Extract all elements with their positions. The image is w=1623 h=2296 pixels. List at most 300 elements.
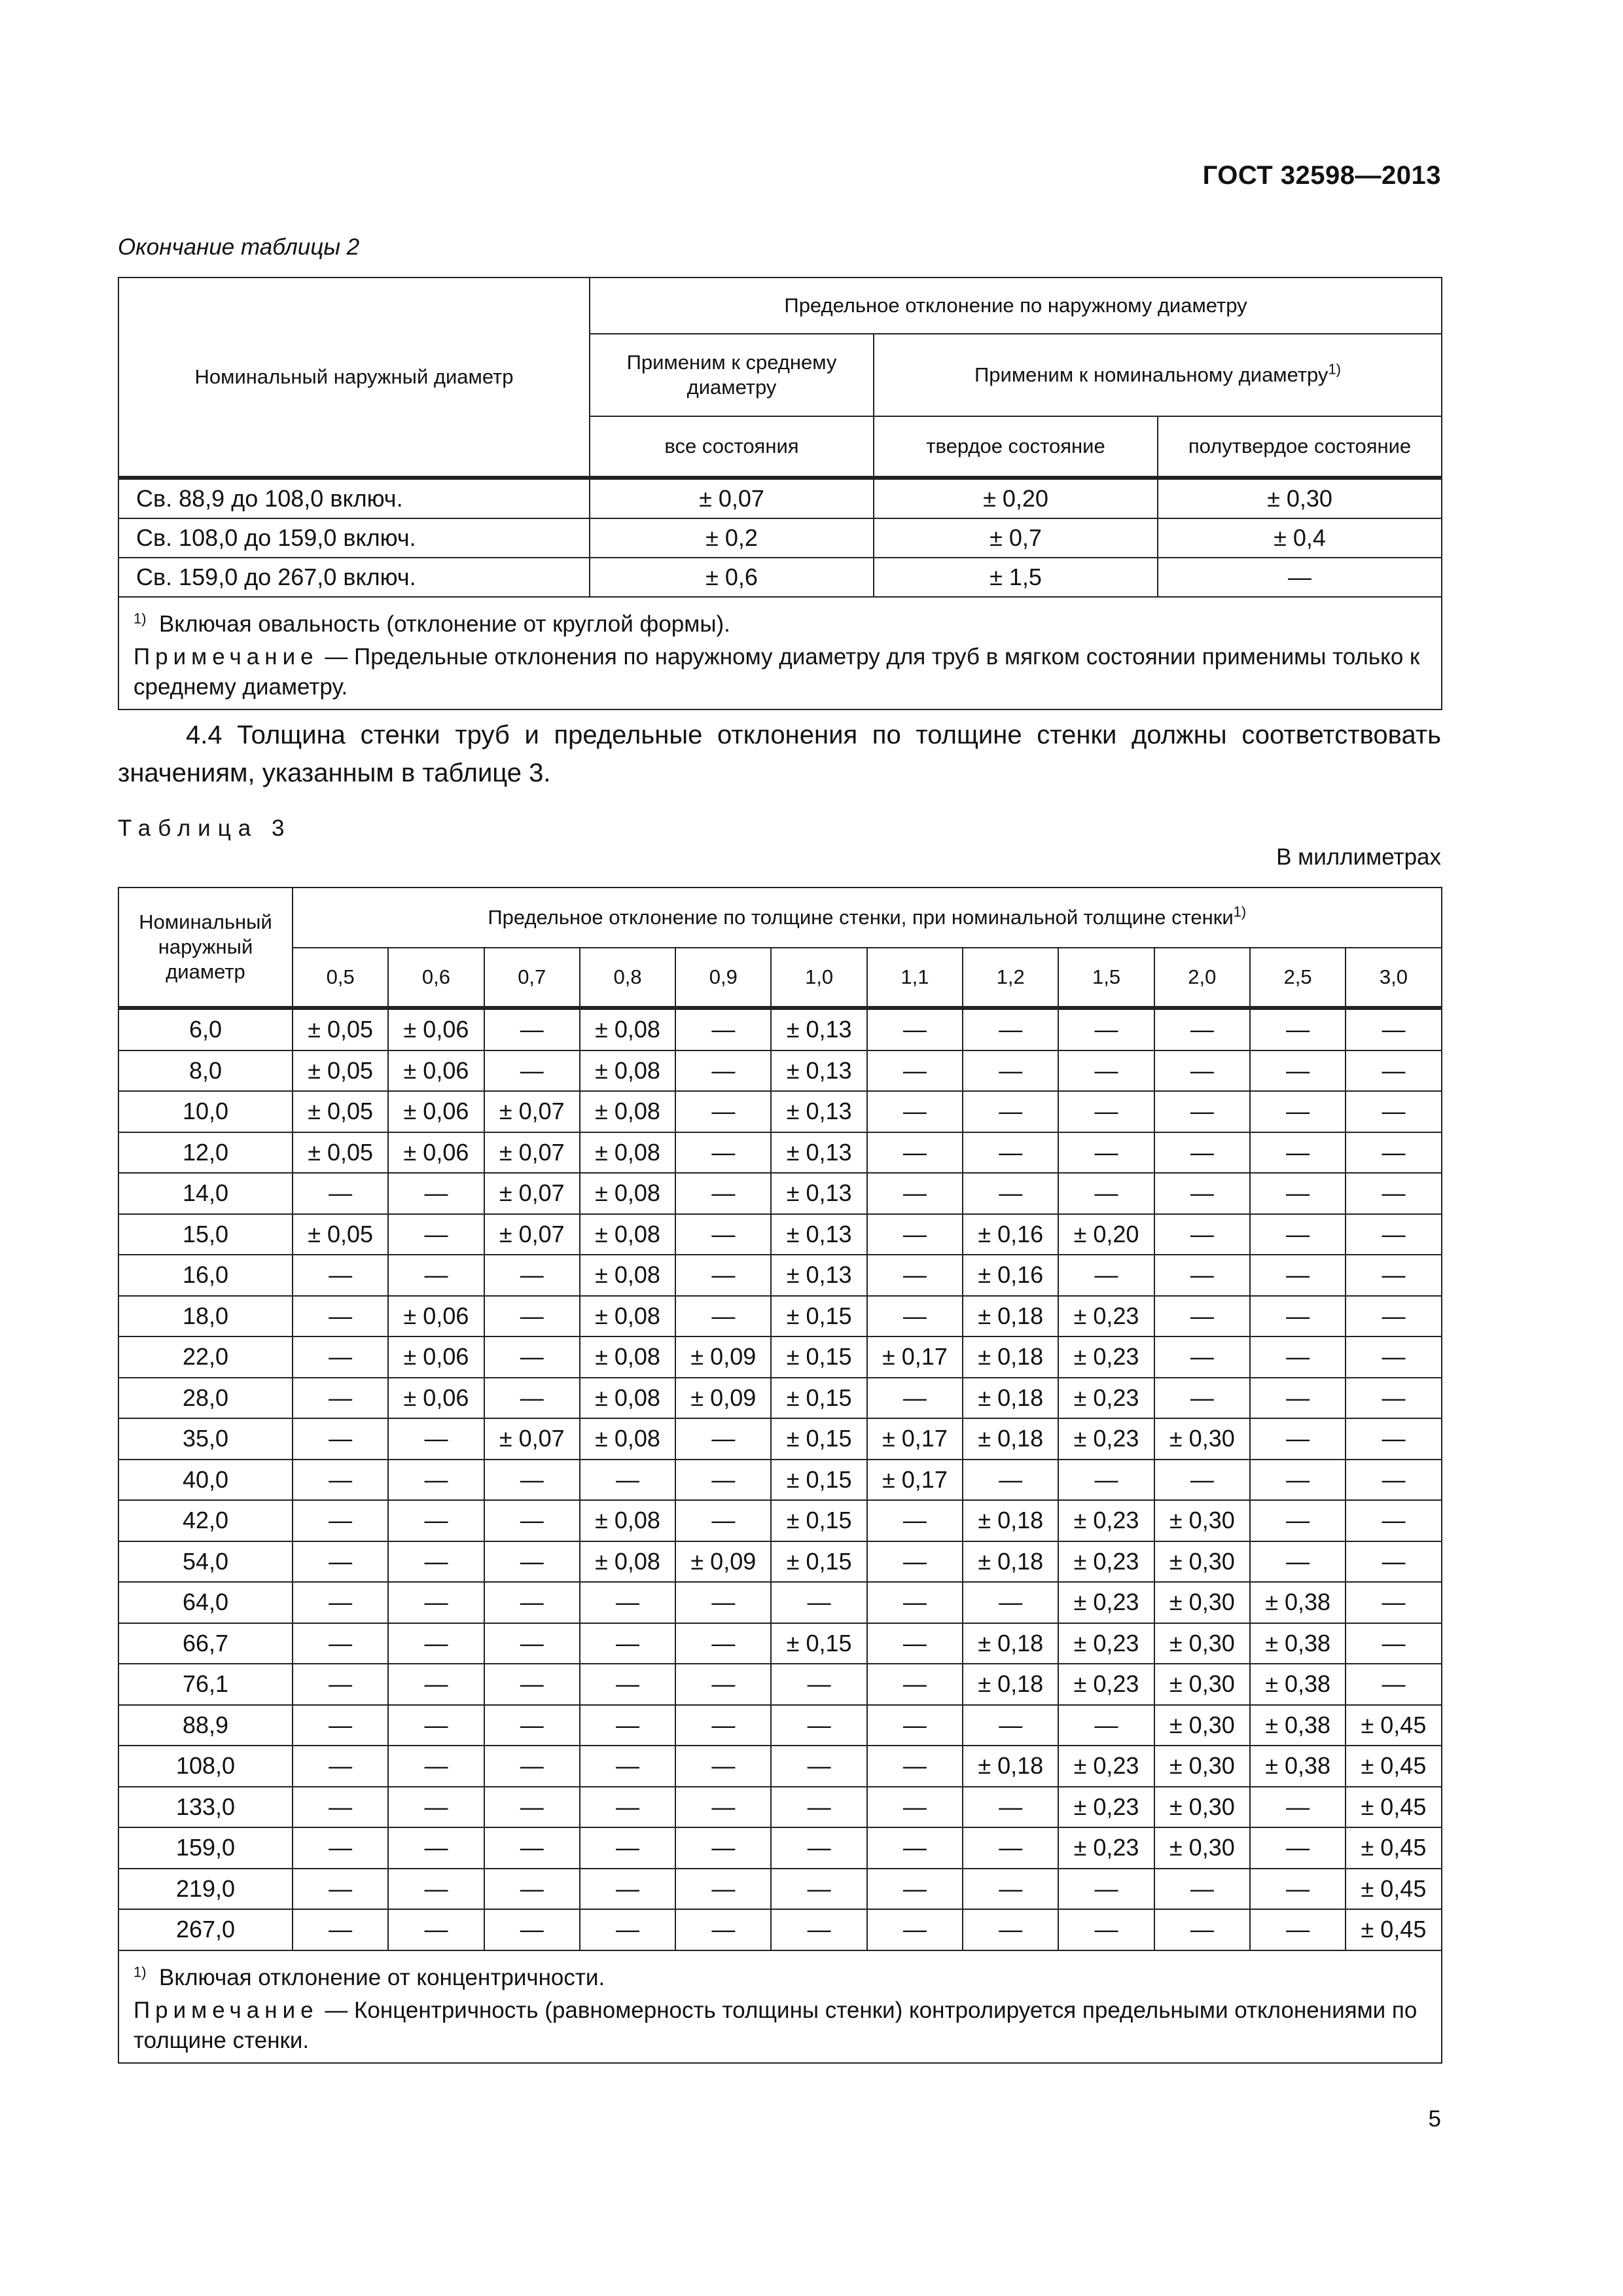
tolerance-cell: ± 0,07 — [590, 478, 874, 518]
tolerance-cell: — — [675, 1500, 771, 1541]
tolerance-cell: ± 0,30 — [1154, 1500, 1250, 1541]
tolerance-cell: ± 0,07 — [484, 1214, 580, 1255]
tolerance-cell: — — [675, 1173, 771, 1214]
tolerance-cell: — — [675, 1705, 771, 1746]
diameter-cell: 35,0 — [118, 1418, 293, 1460]
table3-row — [118, 1460, 1442, 1501]
tolerance-cell: — — [1346, 1132, 1441, 1174]
tolerance-cell: — — [1250, 1500, 1346, 1541]
diameter-cell: 108,0 — [118, 1746, 293, 1787]
table3-row — [118, 1623, 1442, 1664]
tolerance-cell: — — [388, 1541, 484, 1583]
tolerance-cell: — — [1058, 1008, 1154, 1050]
tolerance-cell: ± 0,23 — [1058, 1827, 1154, 1869]
tolerance-cell: — — [1346, 1418, 1441, 1460]
tolerance-cell: — — [675, 1008, 771, 1050]
tolerance-cell: — — [484, 1541, 580, 1583]
tolerance-cell: ± 0,08 — [580, 1091, 675, 1132]
tolerance-cell: — — [484, 1827, 580, 1869]
tolerance-cell: — — [1058, 1869, 1154, 1910]
tolerance-cell: — — [675, 1091, 771, 1132]
tolerance-cell: ± 0,23 — [1058, 1296, 1154, 1337]
tolerance-cell: ± 0,08 — [580, 1296, 675, 1337]
tolerance-cell: — — [1158, 558, 1442, 597]
tolerance-cell: — — [1058, 1255, 1154, 1296]
tolerance-cell: — — [388, 1214, 484, 1255]
tolerance-cell: — — [675, 1050, 771, 1092]
tolerance-cell: — — [1346, 1173, 1441, 1214]
tolerance-cell: ± 0,06 — [388, 1378, 484, 1419]
tolerance-cell: — — [293, 1460, 388, 1501]
tolerance-cell: — — [388, 1418, 484, 1460]
tolerance-cell: ± 0,4 — [1158, 518, 1442, 558]
footnote-ref: 1) — [1233, 903, 1247, 920]
tolerance-cell: ± 0,30 — [1154, 1664, 1250, 1705]
tolerance-cell: — — [963, 1787, 1058, 1828]
tolerance-cell: — — [867, 1214, 963, 1255]
tolerance-cell: — — [1346, 1500, 1441, 1541]
tolerance-cell: ± 0,45 — [1346, 1909, 1441, 1950]
table3-row — [118, 1705, 1442, 1746]
tolerance-cell: ± 0,06 — [388, 1050, 484, 1092]
tolerance-cell: — — [1346, 1008, 1441, 1050]
tolerance-cell: — — [1250, 1336, 1346, 1378]
table3-row — [118, 1500, 1442, 1541]
table3-units: В миллиметрах — [1276, 844, 1441, 870]
thickness-header-cell: 0,9 — [675, 948, 771, 1008]
tolerance-cell: — — [484, 1378, 580, 1419]
tolerance-cell: — — [867, 1705, 963, 1746]
tolerance-cell: — — [388, 1500, 484, 1541]
diameter-cell: 15,0 — [118, 1214, 293, 1255]
diameter-cell: 159,0 — [118, 1827, 293, 1869]
table3-row — [118, 1255, 1442, 1296]
thickness-header-cell: 0,7 — [484, 948, 580, 1008]
diameter-range-cell: Св. 108,0 до 159,0 включ. — [118, 518, 590, 558]
diameter-cell: 10,0 — [118, 1091, 293, 1132]
tolerance-cell: — — [1250, 1418, 1346, 1460]
tolerance-cell: — — [867, 1050, 963, 1092]
tolerance-cell: ± 0,08 — [580, 1214, 675, 1255]
table3-row — [118, 1582, 1442, 1623]
tolerance-cell: ± 0,06 — [388, 1091, 484, 1132]
tolerance-cell: — — [293, 1336, 388, 1378]
tolerance-cell: — — [484, 1705, 580, 1746]
table-2 — [118, 277, 1442, 710]
tolerance-cell: ± 0,30 — [1154, 1787, 1250, 1828]
tolerance-cell: — — [388, 1255, 484, 1296]
tolerance-cell: ± 0,08 — [580, 1255, 675, 1296]
table3-row — [118, 1214, 1442, 1255]
tolerance-cell: — — [963, 1008, 1058, 1050]
diameter-cell: 76,1 — [118, 1664, 293, 1705]
table3-row — [118, 1787, 1442, 1828]
diameter-cell: 219,0 — [118, 1869, 293, 1910]
table2-header-all-states: все состояния — [590, 416, 874, 478]
tolerance-cell: — — [867, 1664, 963, 1705]
tolerance-cell: ± 0,45 — [1346, 1787, 1441, 1828]
tolerance-cell: — — [963, 1909, 1058, 1950]
tolerance-cell: — — [388, 1909, 484, 1950]
tolerance-cell: — — [675, 1746, 771, 1787]
tolerance-cell: — — [867, 1787, 963, 1828]
tolerance-cell: ± 0,17 — [867, 1336, 963, 1378]
tolerance-cell: — — [867, 1378, 963, 1419]
tolerance-cell: ± 0,13 — [771, 1173, 866, 1214]
tolerance-cell: — — [675, 1827, 771, 1869]
tolerance-cell: ± 0,17 — [867, 1460, 963, 1501]
tolerance-cell: ± 0,2 — [590, 518, 874, 558]
tolerance-cell: ± 0,38 — [1250, 1623, 1346, 1664]
thickness-header-cell: 3,0 — [1346, 948, 1441, 1008]
tolerance-cell: — — [867, 1746, 963, 1787]
tolerance-cell: ± 0,08 — [580, 1173, 675, 1214]
tolerance-cell: ± 0,09 — [675, 1336, 771, 1378]
tolerance-cell: — — [771, 1746, 866, 1787]
tolerance-cell: ± 0,38 — [1250, 1582, 1346, 1623]
tolerance-cell: ± 0,18 — [963, 1500, 1058, 1541]
tolerance-cell: — — [675, 1460, 771, 1501]
tolerance-cell: — — [580, 1909, 675, 1950]
table2-header-halfhard-state: полутвердое состояние — [1158, 416, 1442, 478]
tolerance-cell: — — [388, 1623, 484, 1664]
tolerance-cell: ± 0,09 — [675, 1378, 771, 1419]
tolerance-cell: ± 0,07 — [484, 1173, 580, 1214]
tolerance-cell: ± 0,18 — [963, 1541, 1058, 1583]
tolerance-cell: — — [484, 1050, 580, 1092]
tolerance-cell: — — [1250, 1091, 1346, 1132]
tolerance-cell: ± 0,08 — [580, 1418, 675, 1460]
tolerance-cell: ± 0,08 — [580, 1050, 675, 1092]
tolerance-cell: — — [1154, 1132, 1250, 1174]
tolerance-cell: — — [771, 1909, 866, 1950]
tolerance-cell: ± 0,30 — [1154, 1418, 1250, 1460]
tolerance-cell: — — [867, 1541, 963, 1583]
tolerance-cell: ± 0,06 — [388, 1336, 484, 1378]
diameter-cell: 12,0 — [118, 1132, 293, 1174]
table2-note: Примечание — Предельные отклонения по наружному диаметру для труб в мягком состоянии применимы только к среднему диаметру. — [134, 644, 1420, 700]
diameter-cell: 6,0 — [118, 1008, 293, 1050]
tolerance-cell: — — [1250, 1050, 1346, 1092]
table2-header-nominal: Применим к номинальному диаметру$^{1)}$ — [874, 334, 1442, 416]
tolerance-cell: ± 0,07 — [484, 1418, 580, 1460]
tolerance-cell: — — [484, 1909, 580, 1950]
tolerance-cell: — — [484, 1500, 580, 1541]
tolerance-cell: — — [484, 1460, 580, 1501]
table3-row — [118, 1869, 1442, 1910]
tolerance-cell: ± 1,5 — [874, 558, 1158, 597]
tolerance-cell: — — [293, 1296, 388, 1337]
diameter-cell: 267,0 — [118, 1909, 293, 1950]
table3-header-diameter: Номинальный наружный диаметр — [118, 888, 293, 1008]
tolerance-cell: — — [1154, 1296, 1250, 1337]
tolerance-cell: ± 0,7 — [874, 518, 1158, 558]
tolerance-cell: — — [963, 1050, 1058, 1092]
tolerance-cell: ± 0,45 — [1346, 1827, 1441, 1869]
diameter-cell: 133,0 — [118, 1787, 293, 1828]
tolerance-cell: — — [867, 1827, 963, 1869]
diameter-cell: 16,0 — [118, 1255, 293, 1296]
tolerance-cell: ± 0,23 — [1058, 1787, 1154, 1828]
tolerance-cell: — — [963, 1091, 1058, 1132]
tolerance-cell: — — [1250, 1460, 1346, 1501]
tolerance-cell: ± 0,45 — [1346, 1705, 1441, 1746]
tolerance-cell: — — [293, 1500, 388, 1541]
tolerance-cell: — — [1346, 1664, 1441, 1705]
tolerance-cell: — — [867, 1500, 963, 1541]
table3-row — [118, 1664, 1442, 1705]
tolerance-cell: — — [293, 1541, 388, 1583]
tolerance-cell: ± 0,15 — [771, 1378, 866, 1419]
tolerance-cell: — — [388, 1869, 484, 1910]
tolerance-cell: ± 0,13 — [771, 1132, 866, 1174]
tolerance-cell: ± 0,38 — [1250, 1664, 1346, 1705]
tolerance-cell: ± 0,30 — [1154, 1541, 1250, 1583]
tolerance-cell: ± 0,45 — [1346, 1746, 1441, 1787]
diameter-cell: 42,0 — [118, 1500, 293, 1541]
tolerance-cell: — — [388, 1582, 484, 1623]
table2-footnote: $^{1)}$ Включая овальность (отклонение от круглой формы). — [134, 610, 730, 637]
tolerance-cell: — — [484, 1008, 580, 1050]
tolerance-cell: ± 0,20 — [1058, 1214, 1154, 1255]
tolerance-cell: ± 0,38 — [1250, 1705, 1346, 1746]
tolerance-cell: ± 0,05 — [293, 1008, 388, 1050]
table3-footnote: $^{1)}$ Включая отклонение от концентричности. — [134, 1963, 605, 1990]
tolerance-cell: — — [1250, 1214, 1346, 1255]
tolerance-cell: — — [1154, 1214, 1250, 1255]
page-number: 5 — [1428, 2106, 1441, 2132]
tolerance-cell: — — [580, 1746, 675, 1787]
tolerance-cell: — — [1346, 1255, 1441, 1296]
tolerance-cell: — — [388, 1705, 484, 1746]
tolerance-cell: ± 0,23 — [1058, 1582, 1154, 1623]
tolerance-cell: ± 0,08 — [580, 1378, 675, 1419]
tolerance-cell: ± 0,05 — [293, 1091, 388, 1132]
tolerance-cell: — — [963, 1173, 1058, 1214]
tolerance-cell: — — [675, 1869, 771, 1910]
tolerance-cell: — — [484, 1296, 580, 1337]
tolerance-cell: ± 0,15 — [771, 1296, 866, 1337]
tolerance-cell: — — [675, 1214, 771, 1255]
tolerance-cell: — — [963, 1582, 1058, 1623]
table2-caption: Окончание таблицы 2 — [118, 234, 360, 260]
tolerance-cell: — — [1250, 1787, 1346, 1828]
table3-row — [118, 1050, 1442, 1092]
tolerance-cell: — — [867, 1132, 963, 1174]
tolerance-cell: — — [1250, 1378, 1346, 1419]
tolerance-cell: — — [580, 1460, 675, 1501]
tolerance-cell: — — [675, 1623, 771, 1664]
thickness-header-cell: 1,0 — [771, 948, 866, 1008]
tolerance-cell: — — [1250, 1827, 1346, 1869]
tolerance-cell: ± 0,16 — [963, 1255, 1058, 1296]
tolerance-cell: ± 0,06 — [388, 1008, 484, 1050]
tolerance-cell: ± 0,23 — [1058, 1664, 1154, 1705]
tolerance-cell: ± 0,23 — [1058, 1500, 1154, 1541]
tolerance-cell: ± 0,18 — [963, 1664, 1058, 1705]
tolerance-cell: — — [675, 1582, 771, 1623]
diameter-range-cell: Св. 159,0 до 267,0 включ. — [118, 558, 590, 597]
tolerance-cell: — — [293, 1378, 388, 1419]
tolerance-cell: — — [963, 1705, 1058, 1746]
thickness-header-cell: 2,5 — [1250, 948, 1346, 1008]
tolerance-cell: ± 0,45 — [1346, 1869, 1441, 1910]
tolerance-cell: ± 0,23 — [1058, 1746, 1154, 1787]
tolerance-cell: ± 0,30 — [1158, 478, 1442, 518]
tolerance-cell: — — [1250, 1869, 1346, 1910]
tolerance-cell: — — [1346, 1336, 1441, 1378]
tolerance-cell: ± 0,05 — [293, 1214, 388, 1255]
tolerance-cell: — — [771, 1827, 866, 1869]
tolerance-cell: ± 0,16 — [963, 1214, 1058, 1255]
tolerance-cell: ± 0,05 — [293, 1050, 388, 1092]
tolerance-cell: — — [388, 1827, 484, 1869]
tolerance-cell: — — [1058, 1050, 1154, 1092]
diameter-cell: 88,9 — [118, 1705, 293, 1746]
diameter-cell: 22,0 — [118, 1336, 293, 1378]
tolerance-cell: — — [771, 1664, 866, 1705]
tolerance-cell: ± 0,18 — [963, 1623, 1058, 1664]
tolerance-cell: — — [1346, 1460, 1441, 1501]
tolerance-cell: — — [1154, 1378, 1250, 1419]
tolerance-cell: ± 0,06 — [388, 1132, 484, 1174]
tolerance-cell: — — [580, 1869, 675, 1910]
tolerance-cell: ± 0,08 — [580, 1132, 675, 1174]
tolerance-cell: ± 0,23 — [1058, 1541, 1154, 1583]
tolerance-cell: — — [484, 1787, 580, 1828]
section-4-4-paragraph: 4.4 Толщина стенки труб и предельные отклонения по толщине стенки должны соответствовать значениям, указанным в таблице 3. — [118, 721, 1441, 787]
tolerance-cell: ± 0,18 — [963, 1378, 1058, 1419]
tolerance-cell: — — [388, 1787, 484, 1828]
tolerance-cell: — — [388, 1746, 484, 1787]
diameter-cell: 18,0 — [118, 1296, 293, 1337]
tolerance-cell: — — [867, 1173, 963, 1214]
tolerance-cell: ± 0,23 — [1058, 1418, 1154, 1460]
tolerance-cell: ± 0,23 — [1058, 1378, 1154, 1419]
tolerance-cell: — — [771, 1787, 866, 1828]
tolerance-cell: — — [867, 1296, 963, 1337]
tolerance-cell: — — [675, 1296, 771, 1337]
tolerance-cell: — — [1154, 1460, 1250, 1501]
tolerance-cell: — — [484, 1664, 580, 1705]
tolerance-cell: — — [1346, 1296, 1441, 1337]
tolerance-cell: — — [580, 1787, 675, 1828]
tolerance-cell: — — [1154, 1255, 1250, 1296]
tolerance-cell: — — [771, 1582, 866, 1623]
tolerance-cell: — — [1346, 1050, 1441, 1092]
tolerance-cell: — — [1346, 1091, 1441, 1132]
tolerance-cell: ± 0,15 — [771, 1500, 866, 1541]
tolerance-cell: — — [1346, 1541, 1441, 1583]
tolerance-cell: — — [388, 1173, 484, 1214]
tolerance-cell: ± 0,30 — [1154, 1582, 1250, 1623]
tolerance-cell: — — [1154, 1869, 1250, 1910]
table3-caption: Таблица 3 — [118, 816, 292, 841]
table2-row — [118, 518, 1442, 558]
tolerance-cell: — — [293, 1909, 388, 1950]
table3-row — [118, 1418, 1442, 1460]
tolerance-cell: ± 0,15 — [771, 1460, 866, 1501]
table3-row — [118, 1336, 1442, 1378]
tolerance-cell: — — [293, 1705, 388, 1746]
tolerance-cell: ± 0,08 — [580, 1541, 675, 1583]
tolerance-cell: — — [1058, 1705, 1154, 1746]
tolerance-cell: ± 0,30 — [1154, 1827, 1250, 1869]
tolerance-cell: — — [1154, 1008, 1250, 1050]
tolerance-cell: — — [675, 1664, 771, 1705]
thickness-header-cell: 1,2 — [963, 948, 1058, 1008]
table3-row — [118, 1173, 1442, 1214]
tolerance-cell: — — [484, 1623, 580, 1664]
tolerance-cell: — — [293, 1746, 388, 1787]
table2-header-diameter: Номинальный наружный диаметр — [118, 278, 590, 478]
tolerance-cell: — — [484, 1869, 580, 1910]
tolerance-cell: — — [1250, 1255, 1346, 1296]
tolerance-cell: — — [1250, 1296, 1346, 1337]
tolerance-cell: — — [867, 1909, 963, 1950]
tolerance-cell: ± 0,23 — [1058, 1336, 1154, 1378]
tolerance-cell: ± 0,30 — [1154, 1705, 1250, 1746]
tolerance-cell: ± 0,15 — [771, 1623, 866, 1664]
tolerance-cell: — — [293, 1173, 388, 1214]
tolerance-cell: — — [771, 1705, 866, 1746]
table3-row — [118, 1132, 1442, 1174]
footnote-ref: 1) — [1328, 361, 1341, 378]
tolerance-cell: — — [1250, 1173, 1346, 1214]
tolerance-cell: — — [867, 1869, 963, 1910]
table2-header-hard-state: твердое состояние — [874, 416, 1158, 478]
table3-row — [118, 1541, 1442, 1583]
diameter-cell: 54,0 — [118, 1541, 293, 1583]
tolerance-cell: — — [963, 1460, 1058, 1501]
tolerance-cell: ± 0,30 — [1154, 1746, 1250, 1787]
tolerance-cell: — — [388, 1460, 484, 1501]
tolerance-cell: ± 0,6 — [590, 558, 874, 597]
tolerance-cell: ± 0,13 — [771, 1091, 866, 1132]
tolerance-cell: — — [293, 1418, 388, 1460]
thickness-header-cell: 2,0 — [1154, 948, 1250, 1008]
table3-note: Примечание — Концентричность (равномерность толщины стенки) контролируется предельными отклонениями по толщине стенки. — [134, 1997, 1418, 2053]
diameter-cell: 40,0 — [118, 1460, 293, 1501]
diameter-range-cell: Св. 88,9 до 108,0 включ. — [118, 478, 590, 518]
tolerance-cell: ± 0,07 — [484, 1091, 580, 1132]
tolerance-cell: ± 0,30 — [1154, 1623, 1250, 1664]
tolerance-cell: — — [1154, 1909, 1250, 1950]
tolerance-cell: — — [580, 1623, 675, 1664]
tolerance-cell: ± 0,06 — [388, 1296, 484, 1337]
tolerance-cell: — — [1058, 1132, 1154, 1174]
diameter-cell: 64,0 — [118, 1582, 293, 1623]
tolerance-cell: — — [867, 1623, 963, 1664]
tolerance-cell: — — [1058, 1909, 1154, 1950]
tolerance-cell: — — [293, 1623, 388, 1664]
tolerance-cell: — — [293, 1827, 388, 1869]
tolerance-cell: — — [580, 1705, 675, 1746]
table2-row — [118, 478, 1442, 518]
tolerance-cell: — — [1250, 1008, 1346, 1050]
tolerance-cell: — — [293, 1869, 388, 1910]
diameter-cell: 14,0 — [118, 1173, 293, 1214]
tolerance-cell: — — [293, 1787, 388, 1828]
tolerance-cell: ± 0,13 — [771, 1255, 866, 1296]
diameter-cell: 66,7 — [118, 1623, 293, 1664]
tolerance-cell: — — [1058, 1173, 1154, 1214]
tolerance-cell: — — [675, 1255, 771, 1296]
tolerance-cell: — — [675, 1418, 771, 1460]
thickness-header-cell: 1,1 — [867, 948, 963, 1008]
tolerance-cell: ± 0,17 — [867, 1418, 963, 1460]
diameter-cell: 28,0 — [118, 1378, 293, 1419]
